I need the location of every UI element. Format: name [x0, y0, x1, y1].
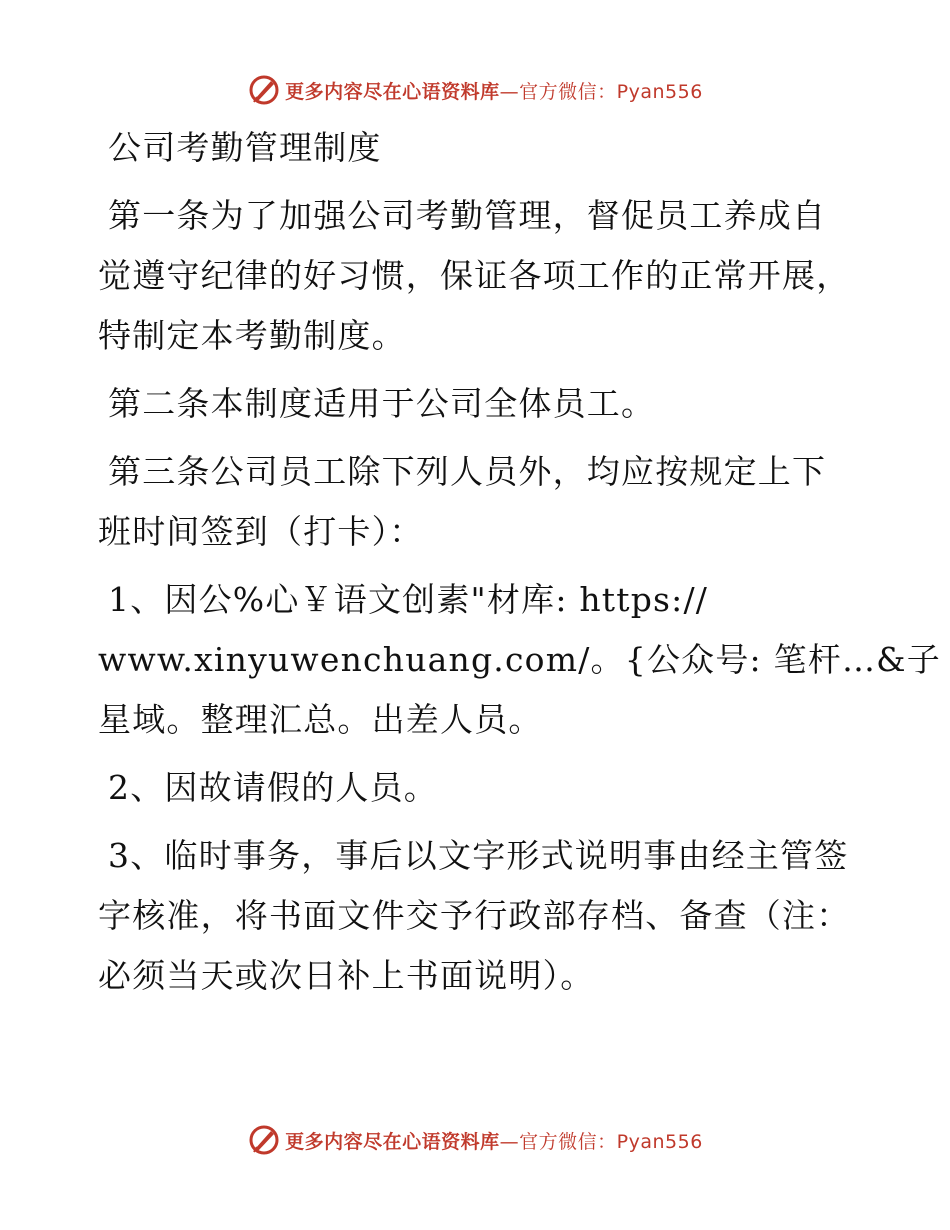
paragraph-2	[98, 374, 858, 434]
footer-banner	[0, 1120, 950, 1160]
banner-text	[285, 1127, 703, 1154]
paragraph-line: 3、临时事务，事后以文字形式说明事由经主管签	[108, 836, 849, 875]
paragraph-line: 1、因公%心￥语文创素"材库: https://	[108, 580, 709, 619]
paragraph-5	[98, 758, 858, 818]
document-body	[98, 118, 941, 1014]
paragraph-line: 必须当天或次日补上书面说明）。	[98, 956, 595, 995]
banner-brand: 更多内容尽在心语资料库	[285, 80, 500, 103]
paragraph-line: 星域。整理汇总。出差人员。	[98, 700, 543, 739]
paragraph-6	[98, 826, 858, 1006]
paragraph-3	[98, 442, 858, 562]
paragraph-1	[98, 186, 858, 366]
paragraph-4	[98, 570, 941, 750]
quill-logo-icon	[247, 1123, 281, 1157]
paragraph-line: 第二条本制度适用于公司全体员工。	[108, 384, 656, 423]
paragraph-line: 2、因故请假的人员。	[108, 768, 438, 807]
paragraph-line: 特制定本考勤制度。	[98, 316, 406, 355]
paragraph-line: www.xinyuwenchuang.com/。{公众号: 笔杆…&子	[98, 640, 941, 679]
paragraph-line: 觉遵守纪律的好习惯，保证各项工作的正常开展，	[98, 256, 851, 295]
banner-contact: —官方微信：Pyan556	[499, 80, 703, 103]
paragraph-line: 班时间签到（打卡）：	[98, 512, 424, 551]
header-banner	[0, 70, 950, 110]
paragraph-line: 字核准，将书面文件交予行政部存档、备查（注：	[98, 896, 851, 935]
banner-contact: —官方微信：Pyan556	[499, 1130, 703, 1153]
paragraph-line: 第三条公司员工除下列人员外，均应按规定上下	[108, 452, 827, 491]
banner-brand: 更多内容尽在心语资料库	[285, 1130, 500, 1153]
banner-text	[285, 77, 703, 104]
paragraph-line: 第一条为了加强公司考勤管理，督促员工养成自	[108, 196, 827, 235]
document-title: 公司考勤管理制度	[108, 128, 382, 167]
quill-logo-icon	[247, 73, 281, 107]
